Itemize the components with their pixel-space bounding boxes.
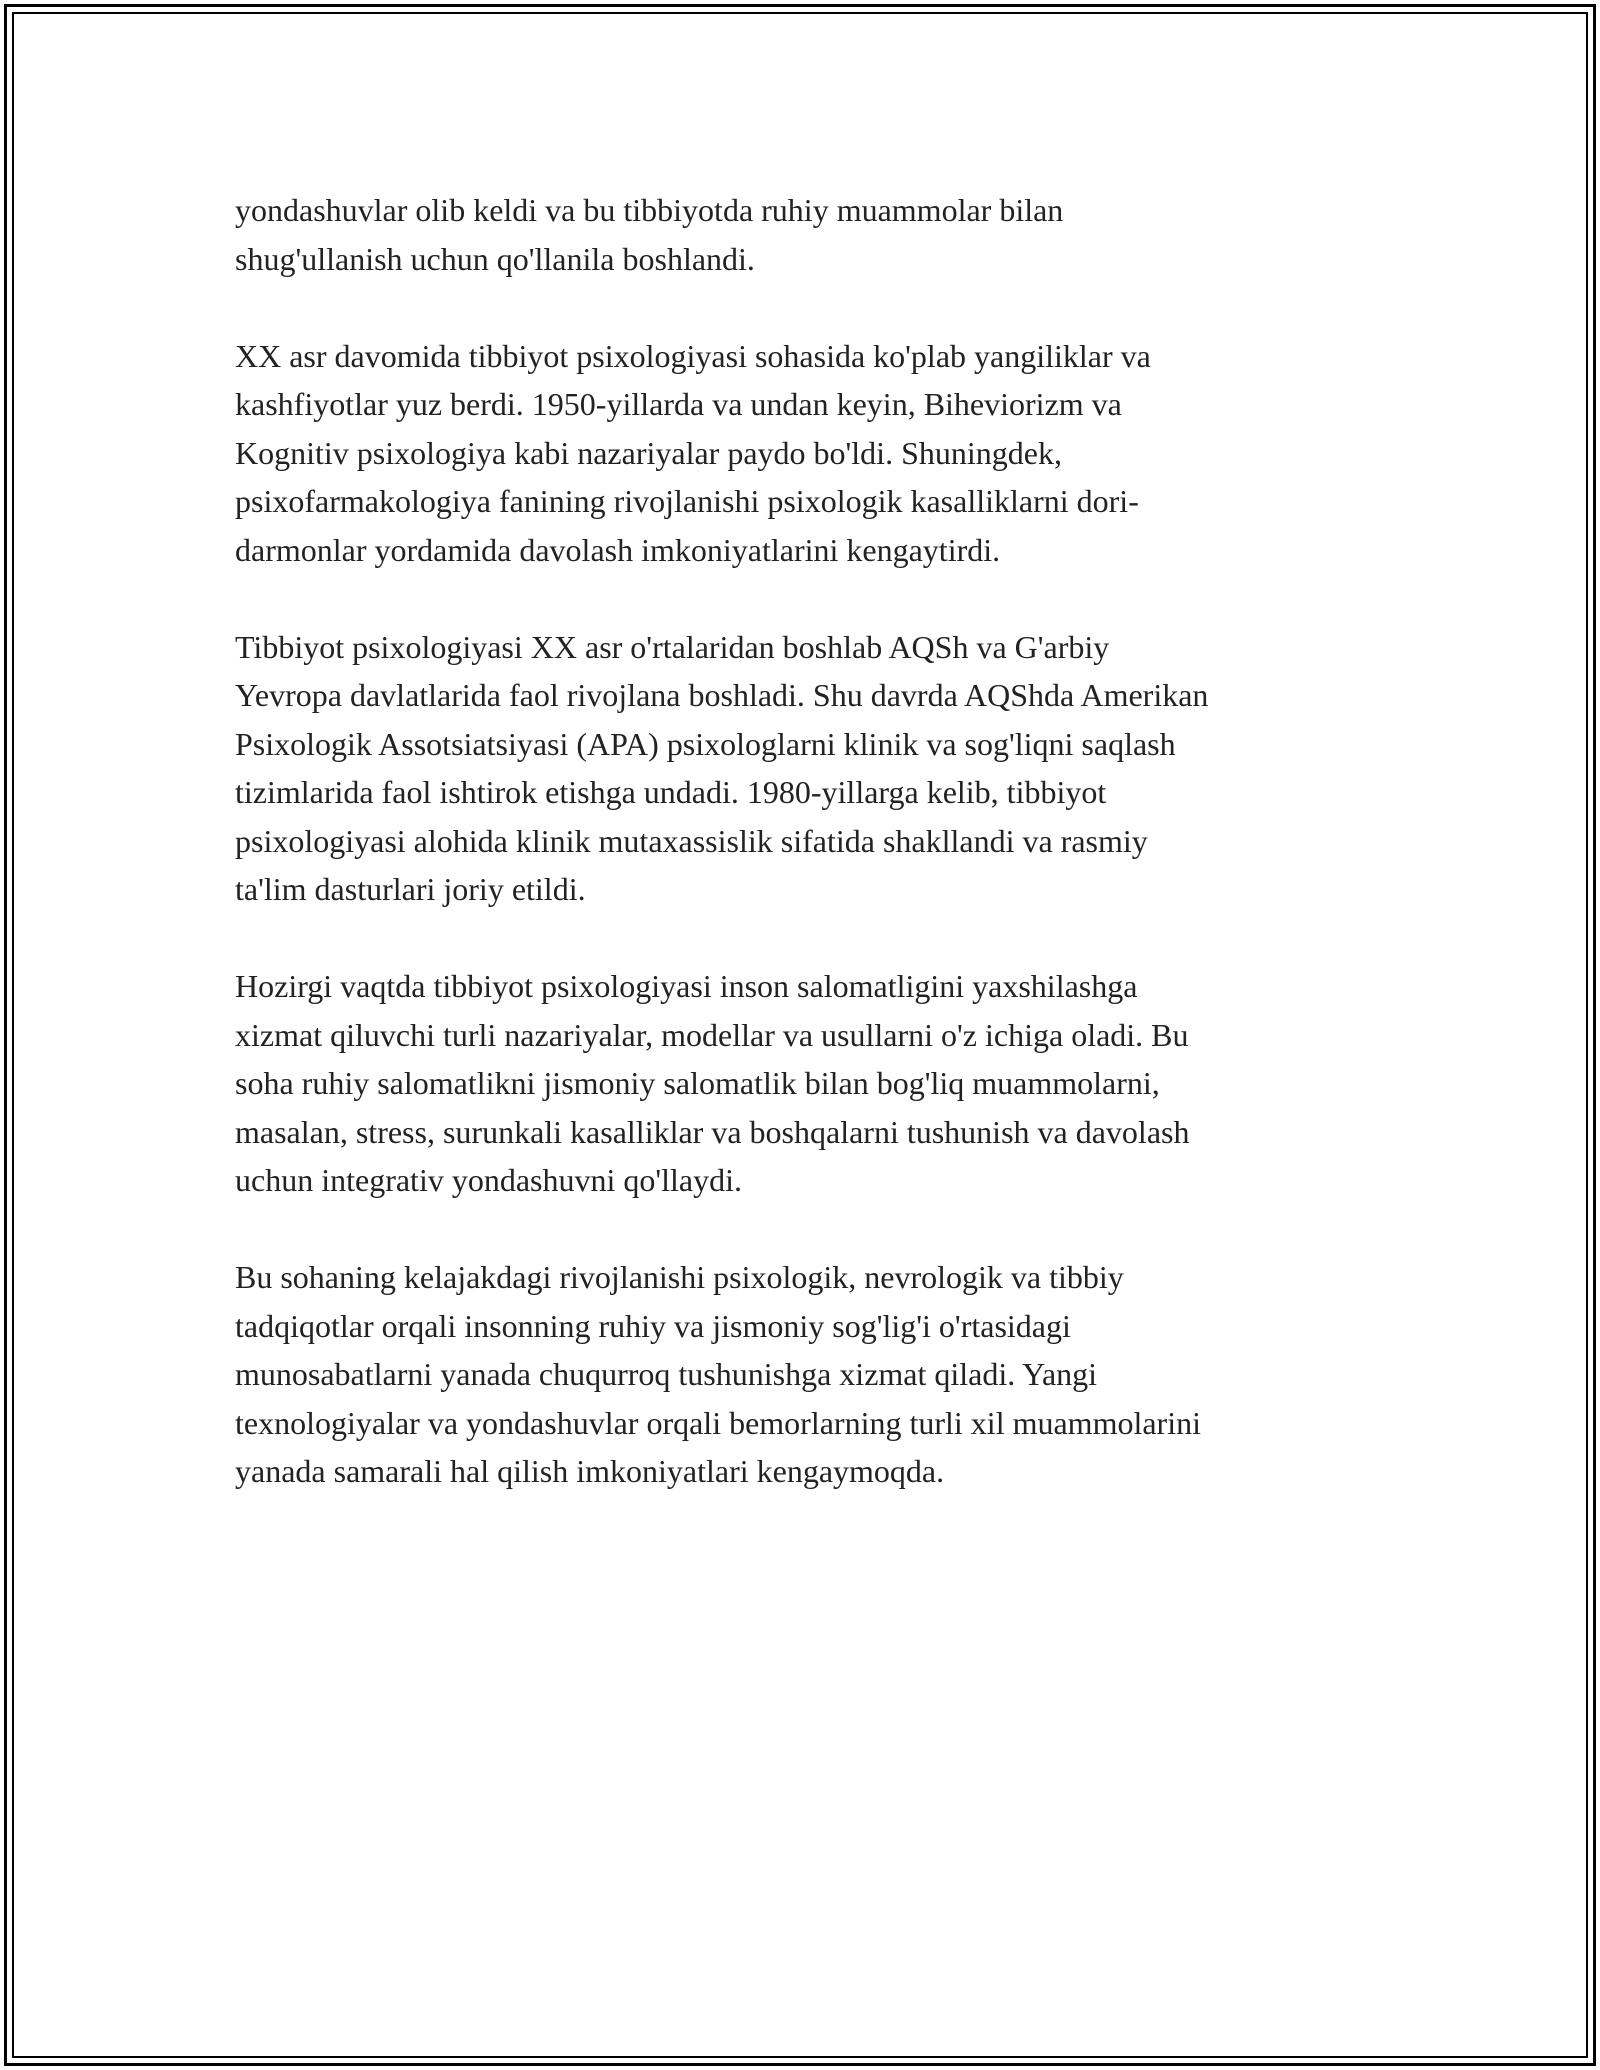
paragraph-5: Bu sohaning kelajakdagi rivojlanishi psixologik, nevrologik va tibbiy tadqiqotlar orqali insonning ruhiy va jismoniy sog'lig'i o'rtasidagi munosabatlarni yanada chuqurroq tushunishga xizmat qiladi. Yangi texnologiyalar va yondashuvlar orqali bemorlarning turli xil muammolarini yanada samarali hal qilish imkoniyatlari kengaymoqda. — [235, 1259, 1201, 1489]
document-body — [235, 186, 1375, 1544]
paragraph-3: Tibbiyot psixologiyasi XX asr o'rtalaridan boshlab AQSh va G'arbiy Yevropa davlatlarida faol rivojlana boshladi. Shu davrda AQShda Amerikan Psixologik Assotsiatsiyasi (APA) psixologlarni klinik va sog'liqni saqlash tizimlarida faol ishtirok etishga undadi. 1980-yillarga kelib, tibbiyot psixologiyasi alohida klinik mutaxassislik sifatida shakllandi va rasmiy ta'lim dasturlari joriy etildi. — [235, 628, 1209, 907]
paragraph-1: yondashuvlar olib keldi va bu tibbiyotda ruhiy muammolar bilan shug'ullanish uchun qo'llanila boshlandi. — [235, 192, 1064, 277]
paragraph-4: Hozirgi vaqtda tibbiyot psixologiyasi inson salomatligini yaxshilashga xizmat qiluvchi turli nazariyalar, modellar va usullarni o'z ichiga oladi. Bu soha ruhiy salomatlikni jismoniy salomatlik bilan bog'liq muammolarni, masalan, stress, surunkali kasalliklar va boshqalarni tushunish va davolash uchun integrativ yondashuvni qo'llaydi. — [235, 968, 1190, 1198]
paragraph-2: XX asr davomida tibbiyot psixologiyasi sohasida ko'plab yangiliklar va kashfiyotlar yuz berdi. 1950-yillarda va undan keyin, Biheviorizm va Kognitiv psixologiya kabi nazariyalar paydo bo'ldi. Shuningdek, psixofarmakologiya fanining rivojlanishi psixologik kasalliklarni dori- darmonlar yordamida davolash imkoniyatlarini kengaytirdi. — [235, 337, 1151, 568]
